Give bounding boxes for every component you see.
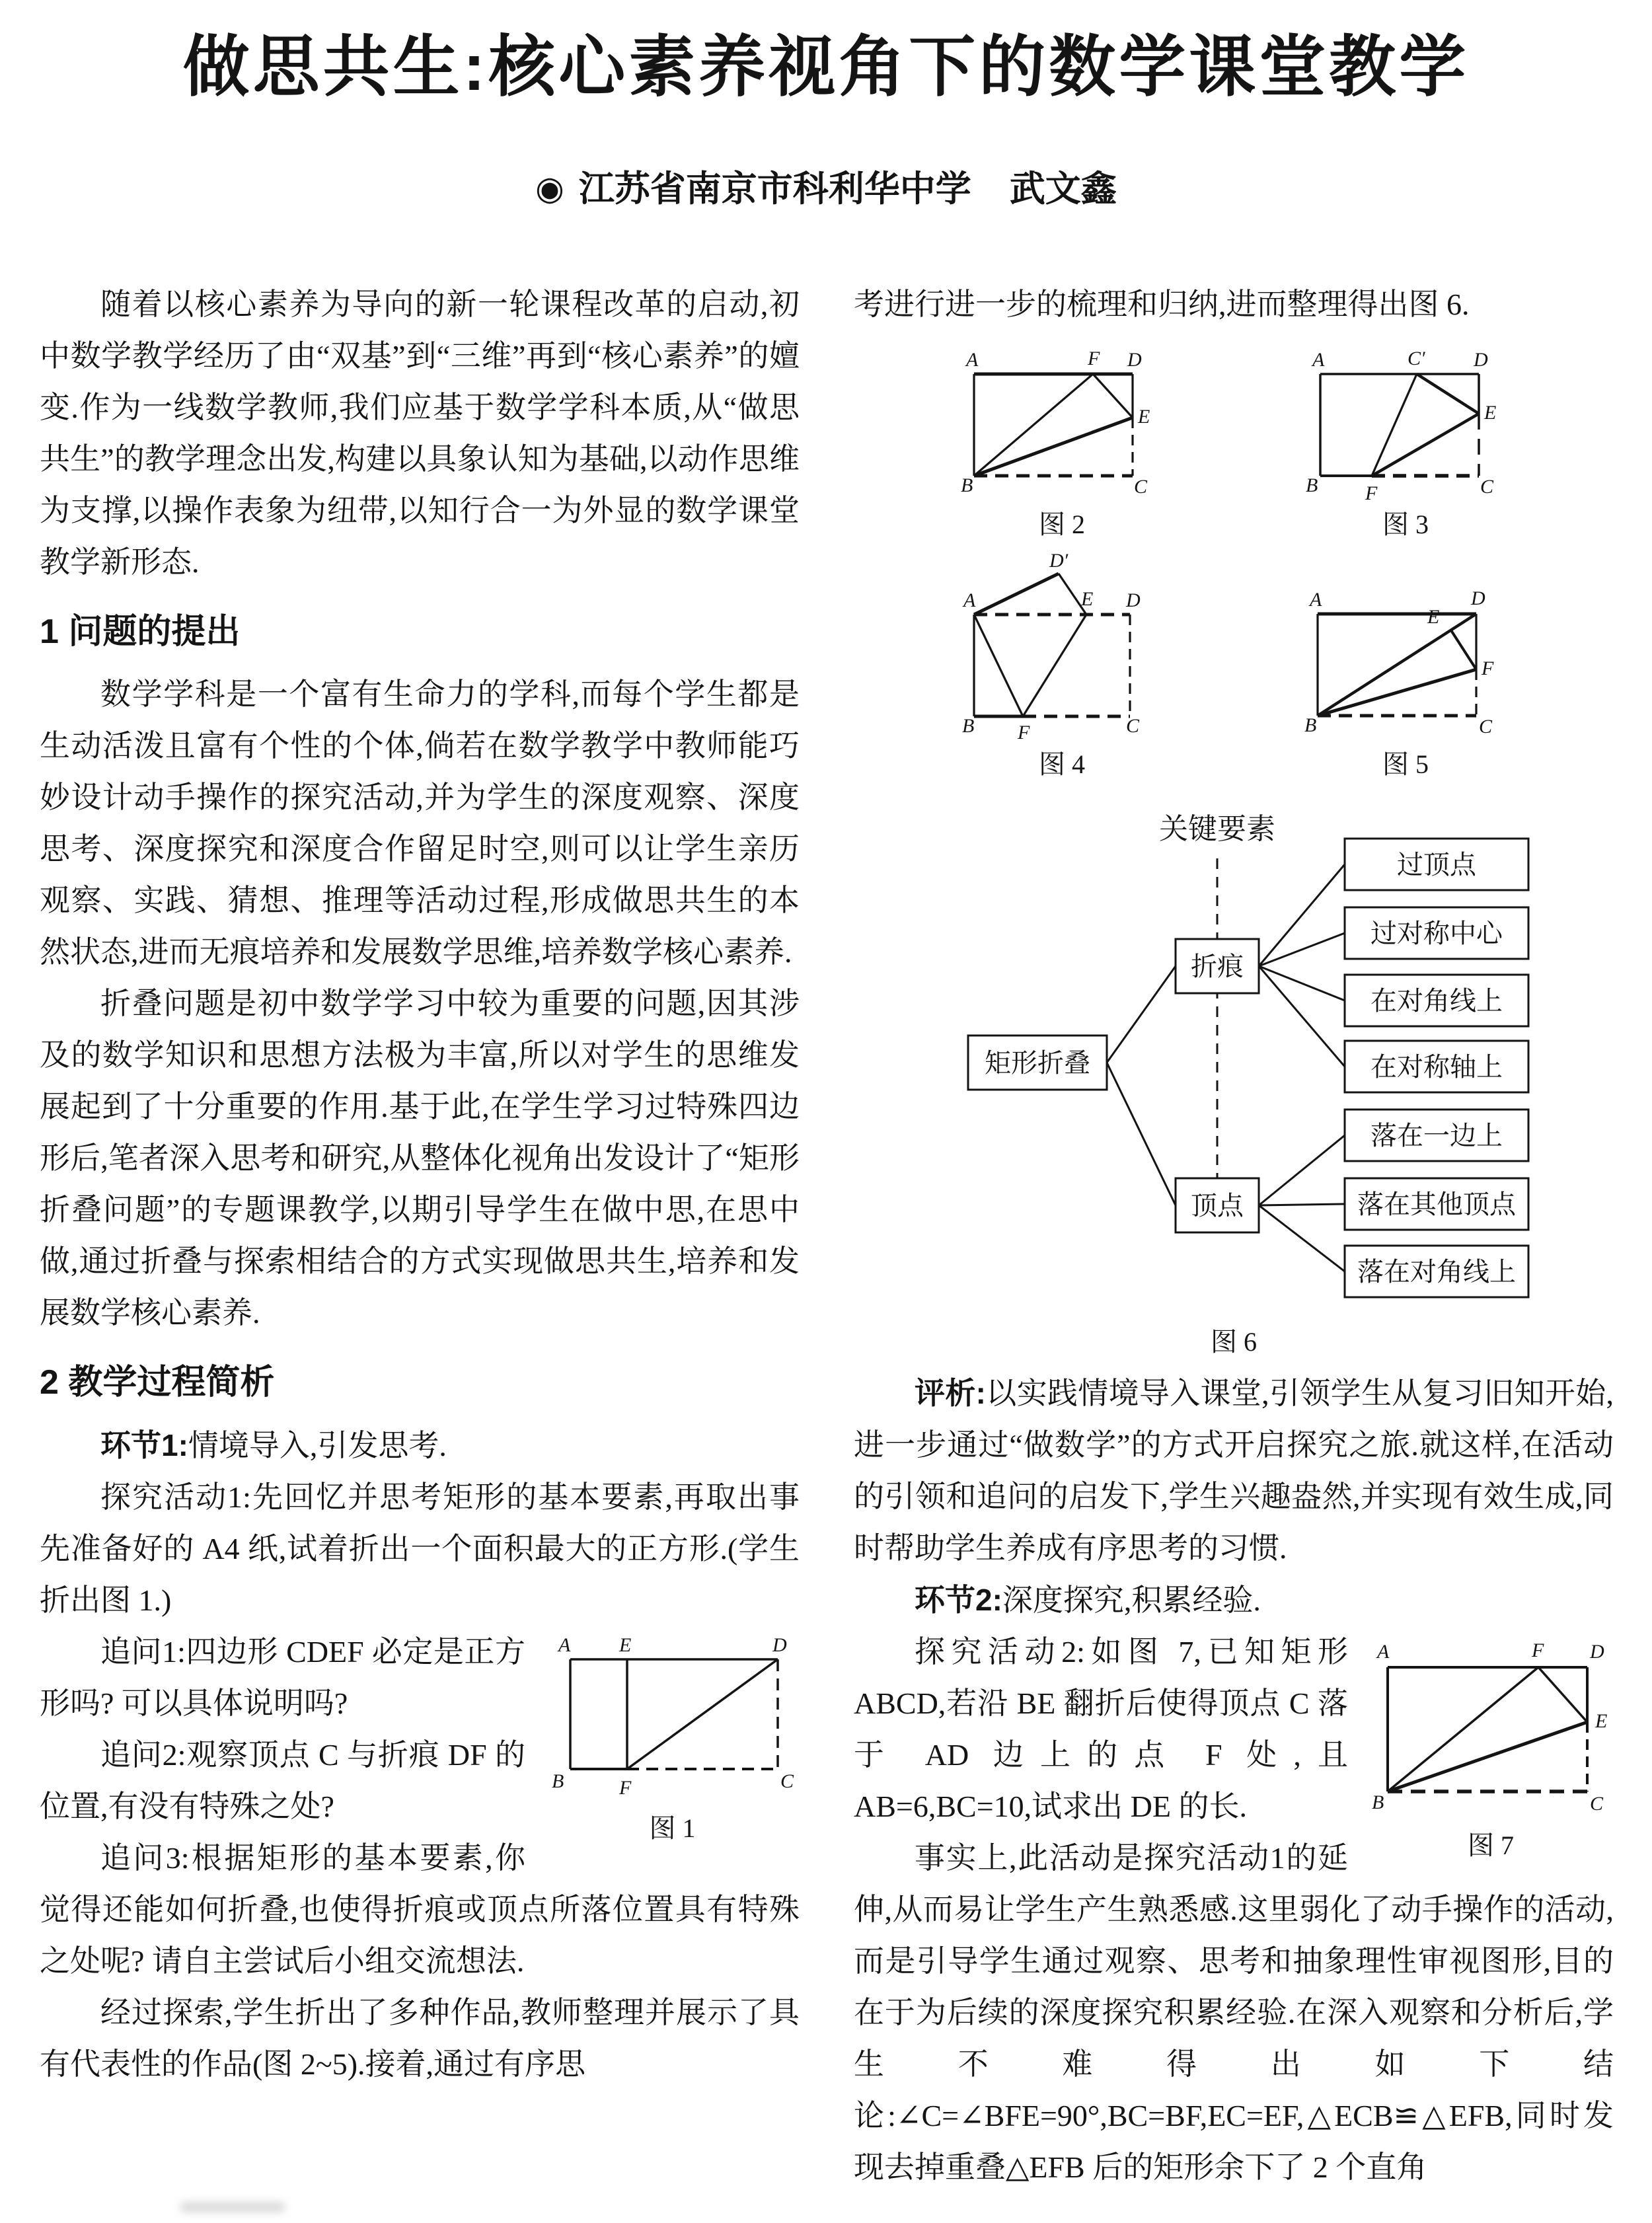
fig1-label-F: F xyxy=(619,1777,632,1799)
right-column xyxy=(854,279,1614,2193)
fig5-label-B: B xyxy=(1304,714,1317,736)
article-title: 做思共生:核心素养视角下的数学课堂教学 xyxy=(182,30,1470,104)
fig4-label-D: D xyxy=(1126,589,1141,611)
fig6-nodes xyxy=(968,839,1528,1297)
fig5-label-E: E xyxy=(1427,606,1440,628)
fig1-label-A: A xyxy=(558,1634,571,1656)
step2-paragraph xyxy=(854,1574,1614,1626)
figure-1-drawing xyxy=(545,1633,800,1806)
fig4-label-B: B xyxy=(962,715,975,737)
fig5-label-F: F xyxy=(1482,658,1494,679)
figure-6 xyxy=(930,798,1538,1358)
fig6-vertex-label: 顶点 xyxy=(1191,1191,1244,1221)
section1-paragraph-2: 折叠问题是初中数学学习中较为重要的问题,因其涉及的数学知识和思想方法极为丰富,所以对学生的思维发展起到了十分重要的作用.基于此,在学生学习过特殊四边形后,笔者深入思考和研究,从整体化视角出发设计了“矩形折叠问题”的专题课教学,以期引导学生在做中思,在思中做,通过折叠与探索相结合的方式实现做思共生,培养和发展数学核心素养. xyxy=(40,987,800,1330)
fig6-leaf-through-center: 过对称中心 xyxy=(1370,919,1503,948)
fig5-label-D: D xyxy=(1471,587,1485,609)
fig6-leaf-land-on-other-vertex: 落在其他顶点 xyxy=(1357,1189,1516,1219)
section2-heading: 2 教学过程简析 xyxy=(40,1363,275,1402)
scan-smudge-artifact xyxy=(180,2202,285,2212)
fig4-label-Dprime: D′ xyxy=(1049,554,1069,572)
fig3-label-F: F xyxy=(1365,482,1378,502)
fig3-labels xyxy=(1306,348,1496,502)
step2-label: 环节2: xyxy=(915,1583,1002,1617)
fig7-label-F: F xyxy=(1532,1639,1544,1661)
fig4-solid-lines xyxy=(974,574,1086,716)
fig7-label-B: B xyxy=(1372,1791,1384,1813)
figure-5-caption: 图 5 xyxy=(1382,749,1429,779)
step2-text: 深度探究,积累经验. xyxy=(1002,1583,1261,1617)
fig3-label-Cprime: C′ xyxy=(1408,348,1425,369)
fig3-label-B: B xyxy=(1306,474,1318,496)
fig3-solid-lines xyxy=(1320,374,1479,476)
fig6-root-label: 矩形折叠 xyxy=(985,1048,1090,1078)
figure-4-caption: 图 4 xyxy=(1039,749,1085,779)
fig5-solid-lines xyxy=(1318,614,1476,716)
step1-label: 环节1: xyxy=(100,1428,188,1462)
fig1-label-E: E xyxy=(619,1634,632,1656)
fig1-label-B: B xyxy=(552,1770,564,1792)
fig4-label-A: A xyxy=(963,589,976,611)
author-line xyxy=(0,161,1652,211)
fig6-key-elements-label: 关键要素 xyxy=(1159,813,1275,845)
fig4-label-E: E xyxy=(1081,588,1094,610)
figure-1-caption: 图 1 xyxy=(649,1813,696,1843)
fig3-label-C: C xyxy=(1480,476,1494,498)
fig7-label-C: C xyxy=(1590,1793,1604,1815)
fig2-label-F: F xyxy=(1088,348,1100,369)
fig1-label-D: D xyxy=(772,1634,787,1656)
figure-7-caption: 图 7 xyxy=(1468,1830,1514,1860)
fig4-label-C: C xyxy=(1126,715,1140,737)
figure-3-caption: 图 3 xyxy=(1382,509,1429,539)
fig3-label-E: E xyxy=(1484,402,1497,424)
section1-paragraph-1: 数学学科是一个富有生命力的学科,而每个学生都是生动活泼且富有个性的个体,倘若在数学教学中教师能巧妙设计动手操作的探究活动,并为学生的深度观察、深度思考、深度探究和深度合作留足时空,则可以让学生亲历观察、实践、猜想、推理等活动过程,形成做思共生的本然状态,进而无痕培养和发展数学思维,培养数学核心素养. xyxy=(40,677,800,969)
analysis-paragraph: 事实上,此活动是探究活动1的延伸,从而易让学生产生熟悉感.这里弱化了动手操作的活动,而是引导学生通过观察、思考和抽象理性审视图形,目的在于为后续的深度探究积累经验.在深入观察和分析后,学生不难得出如下结论:∠C=∠BFE=90°,BC=BF,EC=EF,△ECB≌△EFB,同时发现去掉重叠△EFB 后的矩形余下了 2 个直角 xyxy=(854,1841,1614,2184)
figure-2-caption: 图 2 xyxy=(1039,509,1085,539)
comment-paragraph xyxy=(854,1367,1614,1574)
fig1-label-C: C xyxy=(780,1770,794,1792)
question1-paragraph: 追问1:四边形 CDEF 必定是正方形吗? 可以具体说明吗? xyxy=(40,1635,525,1720)
figure-2 xyxy=(959,344,1164,541)
activity2-paragraph: 探究活动2:如图 7,已知矩形 ABCD,若沿 BE 翻折后使得顶点 C 落于 AD 边上的点 F 处,且 AB=6,BC=10,试求出 DE 的长. xyxy=(854,1635,1348,1823)
author-affiliation: 江苏省南京市科利华中学 xyxy=(578,169,971,209)
figure-7 xyxy=(1368,1633,1614,1862)
left-column xyxy=(40,279,800,2090)
figure-7-drawing xyxy=(1368,1633,1614,1823)
fig4-label-F: F xyxy=(1018,722,1030,742)
fig3-label-A: A xyxy=(1312,349,1325,371)
fig7-label-D: D xyxy=(1590,1641,1604,1663)
explore-paragraph: 经过探索,学生折出了多种作品,教师整理并展示了具有代表性的作品(图 2~5).接着,通过有序思 xyxy=(40,1996,800,2081)
figure-1 xyxy=(545,1633,800,1844)
fig6-leaf-land-on-diagonal: 落在对角线上 xyxy=(1357,1257,1516,1287)
fig6-crease-label: 折痕 xyxy=(1191,952,1244,981)
figure-6-diagram xyxy=(930,798,1538,1320)
figure-6-caption: 图 6 xyxy=(1211,1327,1257,1357)
fig2-label-B: B xyxy=(961,474,973,496)
figure-4-drawing xyxy=(959,554,1164,742)
fig2-label-C: C xyxy=(1134,476,1148,498)
section1-heading: 1 问题的提出 xyxy=(40,613,241,651)
fig2-solid-lines xyxy=(974,374,1133,476)
fig7-label-E: E xyxy=(1595,1710,1608,1732)
fig7-solid-lines xyxy=(1388,1667,1587,1791)
fig6-leaf-land-on-side: 落在一边上 xyxy=(1370,1121,1503,1150)
question3-paragraph: 追问3:根据矩形的基本要素,你觉得还能如何折叠,也使得折痕或顶点所落位置具有特殊之处呢? 请自主尝试后小组交流想法. xyxy=(40,1841,800,1978)
comment-text: 以实践情境导入课堂,引领学生从复习旧知开始,进一步通过“做数学”的方式开启探究之旅.就这样,在活动的引领和追问的启发下,学生兴趣盎然,并实现有效生成,同时帮助学生养成有序思考的习惯. xyxy=(854,1376,1614,1565)
activity1-paragraph: 探究活动1:先回忆并思考矩形的基本要素,再取出事先准备好的 A4 纸,试着折出一个面积最大的正方形.(学生折出图 1.) xyxy=(40,1480,800,1617)
figure-5 xyxy=(1303,584,1508,780)
fig6-leaf-through-vertex: 过顶点 xyxy=(1397,850,1476,880)
figure-3 xyxy=(1303,344,1508,541)
intro-paragraph: 随着以核心素养为导向的新一轮课程改革的启动,初中数学教学经历了由“双基”到“三维”再到“核心素养”的嬗变.作为一线数学教师,我们应基于数学学科本质,从“做思共生”的教学理念出发,构建以具象认知为基础,以动作思维为支撑,以操作表象为纽带,以知行合一为外显的数学课堂教学新形态. xyxy=(40,287,800,579)
author-bullet-icon: ◉ xyxy=(535,170,564,207)
author-name: 武文鑫 xyxy=(1009,169,1117,209)
fig3-label-D: D xyxy=(1474,349,1488,371)
fig5-label-C: C xyxy=(1479,716,1493,737)
fig2-label-E: E xyxy=(1138,406,1150,428)
figure-3-drawing xyxy=(1303,344,1508,502)
fig1-solid-lines xyxy=(570,1659,778,1769)
step1-text: 情境导入,引发思考. xyxy=(188,1429,447,1462)
figure-4 xyxy=(959,554,1164,780)
step1-paragraph xyxy=(40,1419,800,1472)
question2-paragraph: 追问2:观察顶点 C 与折痕 DF 的位置,有没有特殊之处? xyxy=(40,1738,525,1823)
figure-5-drawing xyxy=(1303,584,1508,742)
fig5-label-A: A xyxy=(1310,589,1322,611)
figure-row-4-5 xyxy=(854,554,1614,780)
continuation-line: 考进行进一步的梳理和归纳,进而整理得出图 6. xyxy=(854,287,1470,321)
fig2-label-A: A xyxy=(966,349,979,371)
fig7-label-A: A xyxy=(1377,1641,1390,1663)
fig6-leaf-on-diagonal: 在对角线上 xyxy=(1370,986,1503,1016)
figure-2-drawing xyxy=(959,344,1164,502)
comment-label: 评析: xyxy=(915,1376,986,1410)
figure-row-2-3 xyxy=(854,344,1614,541)
fig6-leaf-on-symmetry-axis: 在对称轴上 xyxy=(1370,1052,1503,1082)
fig2-label-D: D xyxy=(1127,349,1142,371)
